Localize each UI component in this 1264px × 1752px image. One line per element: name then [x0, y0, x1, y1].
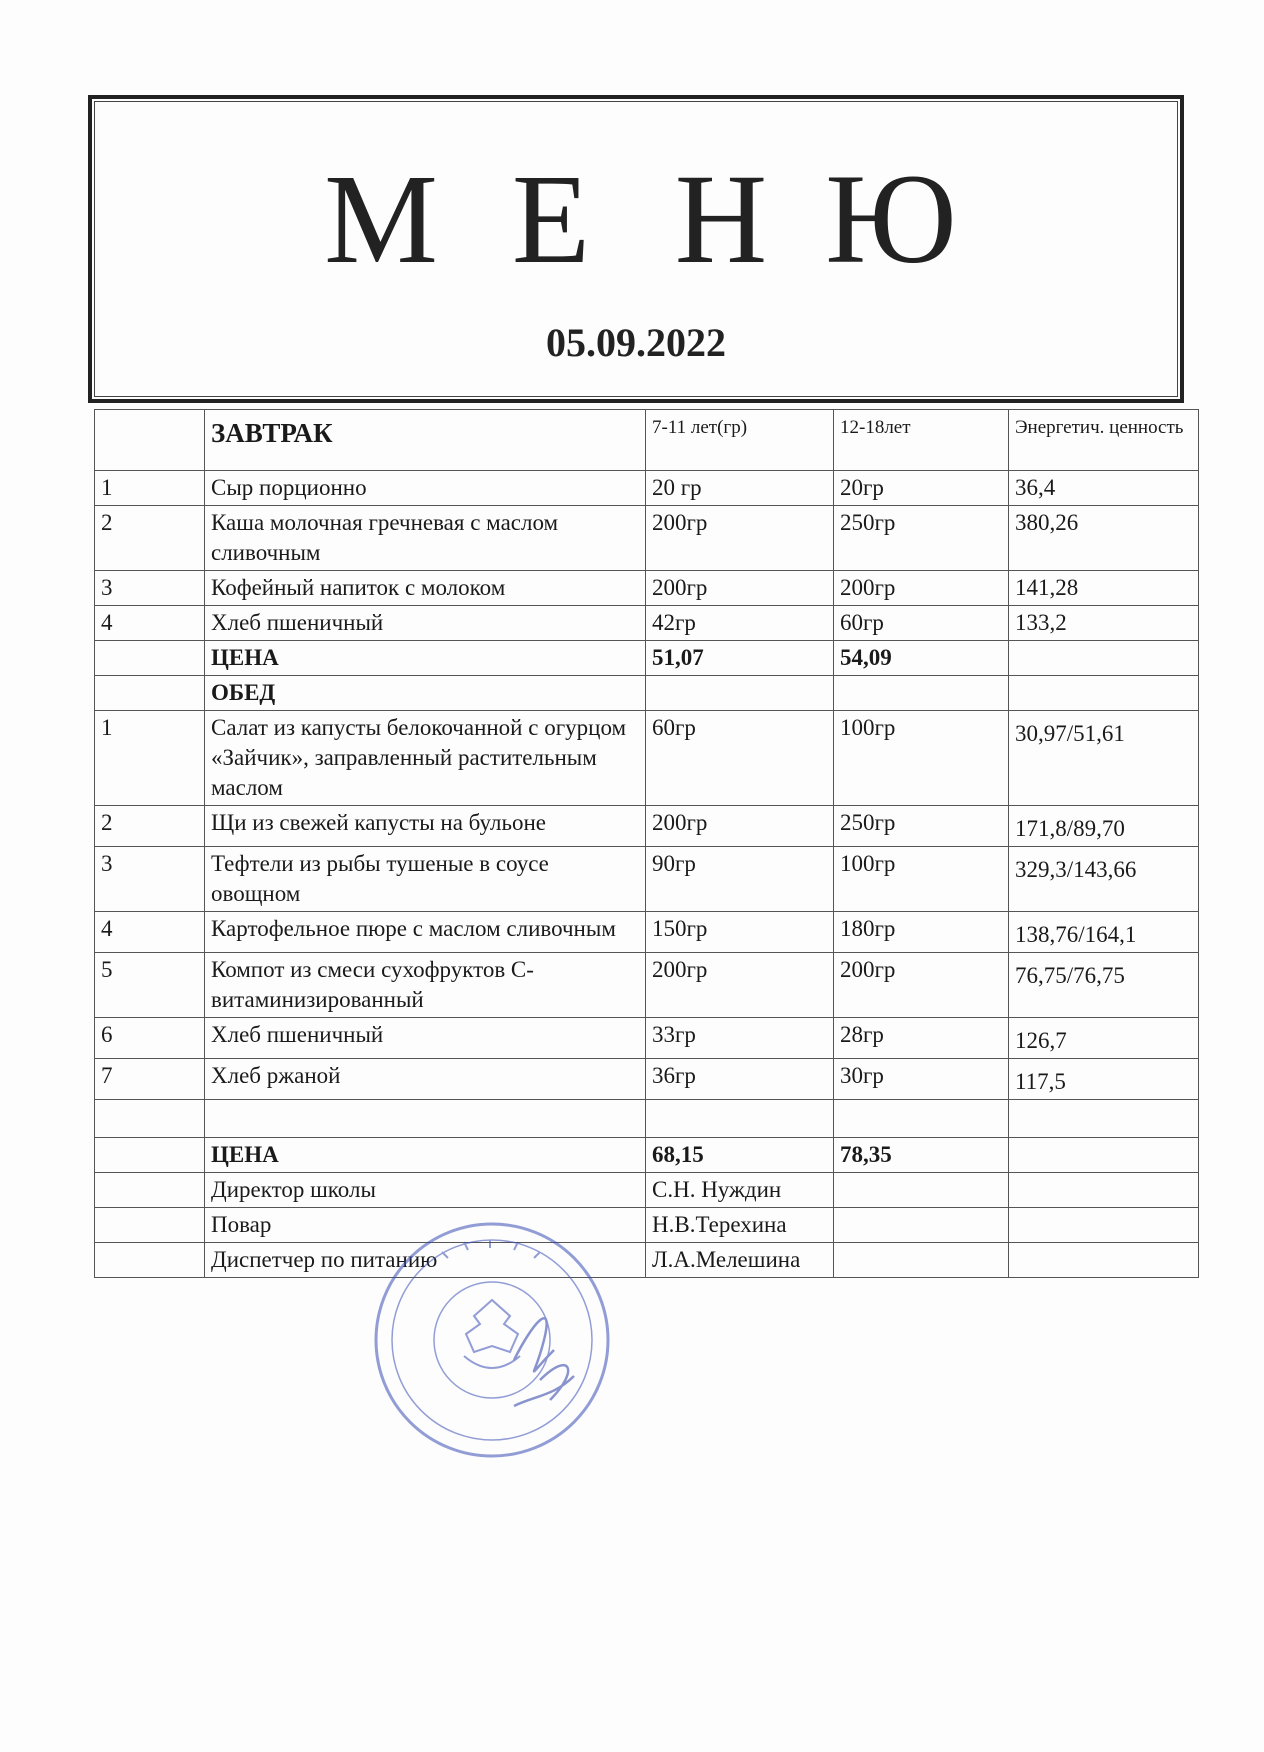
table-row	[95, 606, 1199, 641]
blank-row	[95, 1100, 1199, 1138]
item-portion-age1: 33гр	[646, 1018, 834, 1059]
signature-name: Л.А.Мелешина	[646, 1243, 834, 1278]
table-cell	[834, 1173, 1009, 1208]
table-row	[95, 806, 1199, 847]
table-row	[95, 1059, 1199, 1100]
item-portion-age2: 250гр	[834, 806, 1009, 847]
item-energy: 76,75/76,75	[1009, 953, 1199, 1018]
table-cell	[1009, 1173, 1199, 1208]
item-number: 2	[95, 806, 205, 847]
item-portion-age2: 20гр	[834, 471, 1009, 506]
table-row	[95, 912, 1199, 953]
item-name: Компот из смеси сухофруктов С-витаминизированный	[205, 953, 646, 1018]
item-portion-age2: 60гр	[834, 606, 1009, 641]
table-cell	[95, 1208, 205, 1243]
item-portion-age1: 200гр	[646, 571, 834, 606]
table-cell	[95, 1173, 205, 1208]
item-name: Картофельное пюре с маслом сливочным	[205, 912, 646, 953]
item-portion-age1: 20 гр	[646, 471, 834, 506]
age2-header: 12-18лет	[834, 410, 1009, 471]
table-row	[95, 1018, 1199, 1059]
item-number: 6	[95, 1018, 205, 1059]
item-portion-age1: 150гр	[646, 912, 834, 953]
table-cell	[646, 1100, 834, 1138]
item-portion-age2: 28гр	[834, 1018, 1009, 1059]
table-cell	[646, 676, 834, 711]
breakfast-header-row	[95, 410, 1199, 471]
item-portion-age1: 42гр	[646, 606, 834, 641]
item-energy: 138,76/164,1	[1009, 912, 1199, 953]
table-cell	[834, 1100, 1009, 1138]
item-portion-age1: 200гр	[646, 953, 834, 1018]
item-number: 5	[95, 953, 205, 1018]
lunch-header-row	[95, 676, 1199, 711]
title-box	[88, 95, 1184, 403]
signature-row	[95, 1243, 1199, 1278]
energy-header: Энергетич. ценность	[1009, 410, 1199, 471]
signature-name: С.Н. Нуждин	[646, 1173, 834, 1208]
signature-role: Диспетчер по питанию	[205, 1243, 646, 1278]
table-row	[95, 711, 1199, 806]
item-name: Тефтели из рыбы тушеные в соусе овощном	[205, 847, 646, 912]
table-cell	[95, 1243, 205, 1278]
signature-role: Повар	[205, 1208, 646, 1243]
price-age2: 54,09	[834, 641, 1009, 676]
item-energy: 36,4	[1009, 471, 1199, 506]
age1-header: 7-11 лет(гр)	[646, 410, 834, 471]
table-cell	[834, 676, 1009, 711]
table-row	[95, 953, 1199, 1018]
table-cell	[95, 1100, 205, 1138]
item-number: 2	[95, 506, 205, 571]
item-portion-age2: 200гр	[834, 953, 1009, 1018]
item-energy: 329,3/143,66	[1009, 847, 1199, 912]
signature-role: Директор школы	[205, 1173, 646, 1208]
item-portion-age1: 36гр	[646, 1059, 834, 1100]
item-name: Хлеб пшеничный	[205, 606, 646, 641]
item-number: 4	[95, 912, 205, 953]
item-energy: 30,97/51,61	[1009, 711, 1199, 806]
item-energy: 133,2	[1009, 606, 1199, 641]
item-number: 3	[95, 847, 205, 912]
table-cell	[205, 1100, 646, 1138]
breakfast-price-row	[95, 641, 1199, 676]
table-cell	[95, 641, 205, 676]
item-number: 3	[95, 571, 205, 606]
breakfast-section-title: ЗАВТРАК	[205, 410, 646, 471]
item-portion-age1: 200гр	[646, 506, 834, 571]
item-energy: 141,28	[1009, 571, 1199, 606]
table-row	[95, 571, 1199, 606]
table-cell	[1009, 641, 1199, 676]
item-portion-age1: 90гр	[646, 847, 834, 912]
price-label: ЦЕНА	[205, 1138, 646, 1173]
item-energy: 117,5	[1009, 1059, 1199, 1100]
table-cell	[1009, 1138, 1199, 1173]
item-portion-age2: 180гр	[834, 912, 1009, 953]
table-cell	[95, 410, 205, 471]
item-energy: 126,7	[1009, 1018, 1199, 1059]
signature-row	[95, 1208, 1199, 1243]
table-row	[95, 506, 1199, 571]
title-letter: Н	[674, 148, 768, 290]
menu-title	[92, 139, 1180, 299]
item-name: Кофейный напиток с молоком	[205, 571, 646, 606]
price-age1: 68,15	[646, 1138, 834, 1173]
table-cell	[1009, 1243, 1199, 1278]
item-portion-age2: 100гр	[834, 711, 1009, 806]
lunch-price-row	[95, 1138, 1199, 1173]
item-portion-age1: 60гр	[646, 711, 834, 806]
item-portion-age2: 100гр	[834, 847, 1009, 912]
lunch-section-title: ОБЕД	[205, 676, 646, 711]
table-cell	[1009, 1100, 1199, 1138]
table-row	[95, 847, 1199, 912]
item-name: Щи из свежей капусты на бульоне	[205, 806, 646, 847]
price-age2: 78,35	[834, 1138, 1009, 1173]
table-cell	[1009, 1208, 1199, 1243]
item-portion-age2: 30гр	[834, 1059, 1009, 1100]
price-age1: 51,07	[646, 641, 834, 676]
table-cell	[834, 1243, 1009, 1278]
title-letter: Ю	[825, 148, 957, 290]
item-portion-age2: 250гр	[834, 506, 1009, 571]
table-row	[95, 471, 1199, 506]
item-name: Хлеб пшеничный	[205, 1018, 646, 1059]
title-letter: Е	[511, 148, 591, 290]
item-number: 4	[95, 606, 205, 641]
item-name: Хлеб ржаной	[205, 1059, 646, 1100]
signature-name: Н.В.Терехина	[646, 1208, 834, 1243]
table-cell	[1009, 676, 1199, 711]
table-cell	[834, 1208, 1009, 1243]
price-label: ЦЕНА	[205, 641, 646, 676]
item-portion-age2: 200гр	[834, 571, 1009, 606]
item-portion-age1: 200гр	[646, 806, 834, 847]
item-energy: 171,8/89,70	[1009, 806, 1199, 847]
table-cell	[95, 676, 205, 711]
item-energy: 380,26	[1009, 506, 1199, 571]
item-number: 7	[95, 1059, 205, 1100]
item-number: 1	[95, 471, 205, 506]
item-name: Каша молочная гречневая с маслом сливочным	[205, 506, 646, 571]
signature-row	[95, 1173, 1199, 1208]
item-name: Салат из капусты белокочанной с огурцом «Зайчик», заправленный растительным маслом	[205, 711, 646, 806]
item-number: 1	[95, 711, 205, 806]
item-name: Сыр порционно	[205, 471, 646, 506]
table-cell	[95, 1138, 205, 1173]
menu-date: 05.09.2022	[546, 320, 726, 365]
title-letter: М	[324, 148, 438, 290]
menu-table	[94, 409, 1199, 1278]
